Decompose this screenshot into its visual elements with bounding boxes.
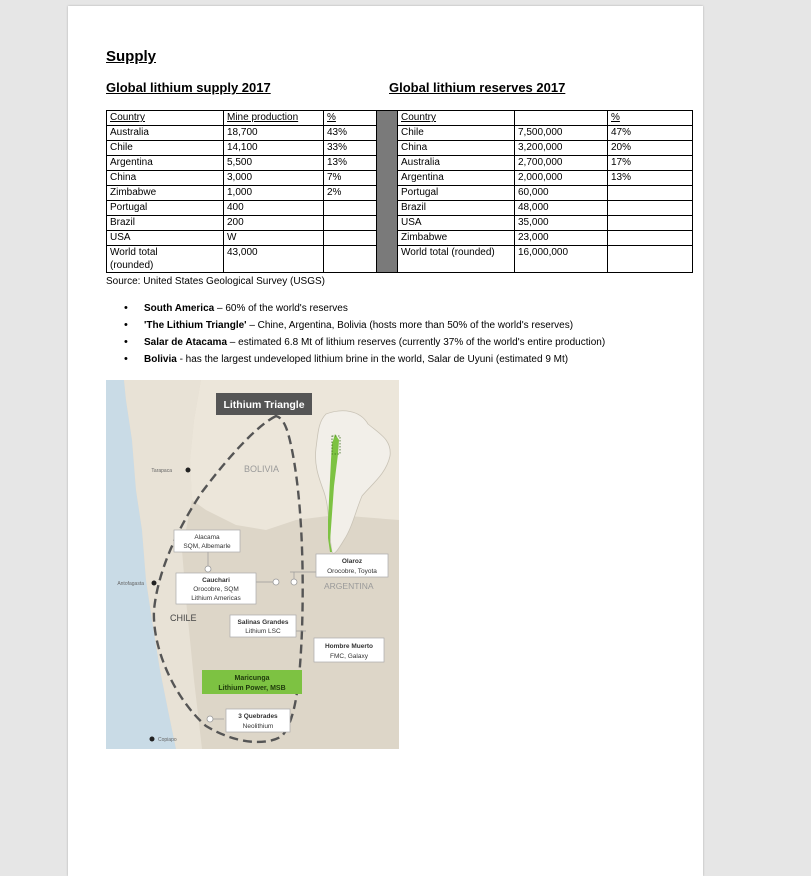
svg-text:SQM, Albemarle: SQM, Albemarle (183, 543, 231, 550)
table-cell: 7,500,000 (515, 126, 608, 141)
table-cell (608, 216, 693, 231)
table-row (107, 216, 693, 231)
table-cell: 48,000 (515, 201, 608, 216)
bullet-item: • 'The Lithium Triangle' – Chine, Argentina, Bolivia (hosts more than 50% of the world's reserves) (144, 317, 605, 334)
reserves-table-title: Global lithium reserves 2017 (389, 80, 566, 95)
lithium-table-body (107, 111, 693, 273)
supply-table-title: Global lithium supply 2017 (106, 80, 271, 95)
table-cell: 20% (608, 141, 693, 156)
chile-label: CHILE (170, 613, 197, 623)
svg-text:Lithium LSC: Lithium LSC (245, 628, 281, 635)
lithium-triangle-map (106, 380, 399, 749)
table-cell: Zimbabwe (107, 186, 224, 201)
table-cell: 17% (608, 156, 693, 171)
table-cell: 5,500 (224, 156, 324, 171)
svg-text:Lithium Power, MSB: Lithium Power, MSB (218, 685, 286, 692)
svg-text:FMC, Galaxy: FMC, Galaxy (330, 653, 368, 660)
table-cell: China (107, 171, 224, 186)
svg-text:Neolithium: Neolithium (242, 723, 274, 730)
table-cell: 13% (324, 156, 377, 171)
svg-text:Olaroz: Olaroz (341, 558, 363, 565)
table-cell: 3,200,000 (515, 141, 608, 156)
bullet-item: • South America – 60% of the world's reserves (144, 300, 605, 317)
table-row (107, 186, 693, 201)
bolivia-label: BOLIVIA (244, 464, 280, 474)
tarapaca-marker (186, 468, 191, 473)
table-cell: Portugal (398, 186, 515, 201)
table-cell: 200 (224, 216, 324, 231)
table-row (107, 201, 693, 216)
table-separator (377, 111, 398, 273)
table-cell: 7% (324, 171, 377, 186)
svg-text:Orocobre, SQM: Orocobre, SQM (193, 586, 239, 593)
table-cell: 23,000 (515, 231, 608, 246)
table-cell: Australia (398, 156, 515, 171)
table-cell (324, 201, 377, 216)
table-row (107, 156, 693, 171)
table-cell: 60,000 (515, 186, 608, 201)
page-heading: Supply (106, 48, 157, 65)
table-row (107, 126, 693, 141)
table-cell: Argentina (398, 171, 515, 186)
copiapo-label: Copiapo (158, 737, 177, 743)
tarapaca-label: Tarapaca (151, 468, 172, 474)
map-title: Lithium Triangle (223, 399, 305, 411)
olaroz-callout (316, 554, 388, 577)
table-cell: 13% (608, 171, 693, 186)
copiapo-marker (150, 737, 155, 742)
bullet-item: • Bolivia - has the largest undeveloped lithium brine in the world, Salar de Uyuni (estimated 9 Mt) (144, 351, 605, 368)
source-note: Source: United States Geological Survey (USGS) (106, 276, 325, 287)
table-header-row (107, 111, 693, 126)
table-cell (608, 231, 693, 246)
table-cell: 35,000 (515, 216, 608, 231)
svg-text:Cauchari: Cauchari (202, 577, 230, 584)
column-header (515, 111, 608, 126)
table-cell: Chile (107, 141, 224, 156)
svg-text:Maricunga: Maricunga (234, 675, 270, 682)
table-cell: Portugal (107, 201, 224, 216)
lithium-tables (106, 110, 693, 273)
table-cell: Argentina (107, 156, 224, 171)
column-header: Country (398, 111, 515, 126)
column-header: % (608, 111, 693, 126)
table-cell: 400 (224, 201, 324, 216)
table-cell: 2,700,000 (515, 156, 608, 171)
table-cell: 16,000,000 (515, 246, 608, 273)
hombre-muerto-callout (314, 638, 384, 662)
table-cell (608, 201, 693, 216)
table-cell: 18,700 (224, 126, 324, 141)
table-row (107, 171, 693, 186)
antofagasta-label: Antofagasta (117, 581, 144, 587)
salinas-callout (230, 615, 296, 637)
table-cell: World total (rounded) (107, 246, 224, 273)
svg-text:Alacama: Alacama (194, 534, 220, 541)
table-cell: Chile (398, 126, 515, 141)
column-header: Mine production (224, 111, 324, 126)
document-page (68, 6, 703, 876)
bullet-list (112, 300, 605, 368)
table-cell: China (398, 141, 515, 156)
table-cell: 33% (324, 141, 377, 156)
antofagasta-marker (152, 581, 157, 586)
table-cell: 43,000 (224, 246, 324, 273)
argentina-label: ARGENTINA (324, 581, 374, 591)
table-cell (608, 186, 693, 201)
table-cell: 43% (324, 126, 377, 141)
table-cell: 1,000 (224, 186, 324, 201)
table-cell: USA (398, 216, 515, 231)
table-cell: World total (rounded) (398, 246, 515, 273)
alacama-callout (174, 530, 240, 552)
table-cell (324, 216, 377, 231)
table-total-row (107, 246, 693, 273)
table-cell: 3,000 (224, 171, 324, 186)
table-cell: Brazil (398, 201, 515, 216)
table-cell: Zimbabwe (398, 231, 515, 246)
svg-text:Hombre Muerto: Hombre Muerto (324, 643, 374, 650)
svg-text:Salinas Grandes: Salinas Grandes (237, 619, 289, 626)
table-cell: Brazil (107, 216, 224, 231)
table-cell: W (224, 231, 324, 246)
quebrades-callout (226, 709, 290, 732)
table-cell: 2,000,000 (515, 171, 608, 186)
column-header: % (324, 111, 377, 126)
table-cell: 14,100 (224, 141, 324, 156)
table-cell: USA (107, 231, 224, 246)
table-row (107, 231, 693, 246)
table-row (107, 141, 693, 156)
table-cell: 2% (324, 186, 377, 201)
svg-text:3 Quebrades: 3 Quebrades (238, 713, 278, 720)
svg-text:Orocobre, Toyota: Orocobre, Toyota (327, 568, 377, 575)
maricunga-callout (202, 670, 302, 694)
table-cell (324, 231, 377, 246)
svg-text:Lithium Americas: Lithium Americas (191, 595, 241, 602)
cauchari-callout (176, 573, 256, 604)
table-cell: Australia (107, 126, 224, 141)
table-cell: 47% (608, 126, 693, 141)
column-header: Country (107, 111, 224, 126)
bullet-item: • Salar de Atacama – estimated 6.8 Mt of lithium reserves (currently 37% of the world's entire production) (144, 334, 605, 351)
